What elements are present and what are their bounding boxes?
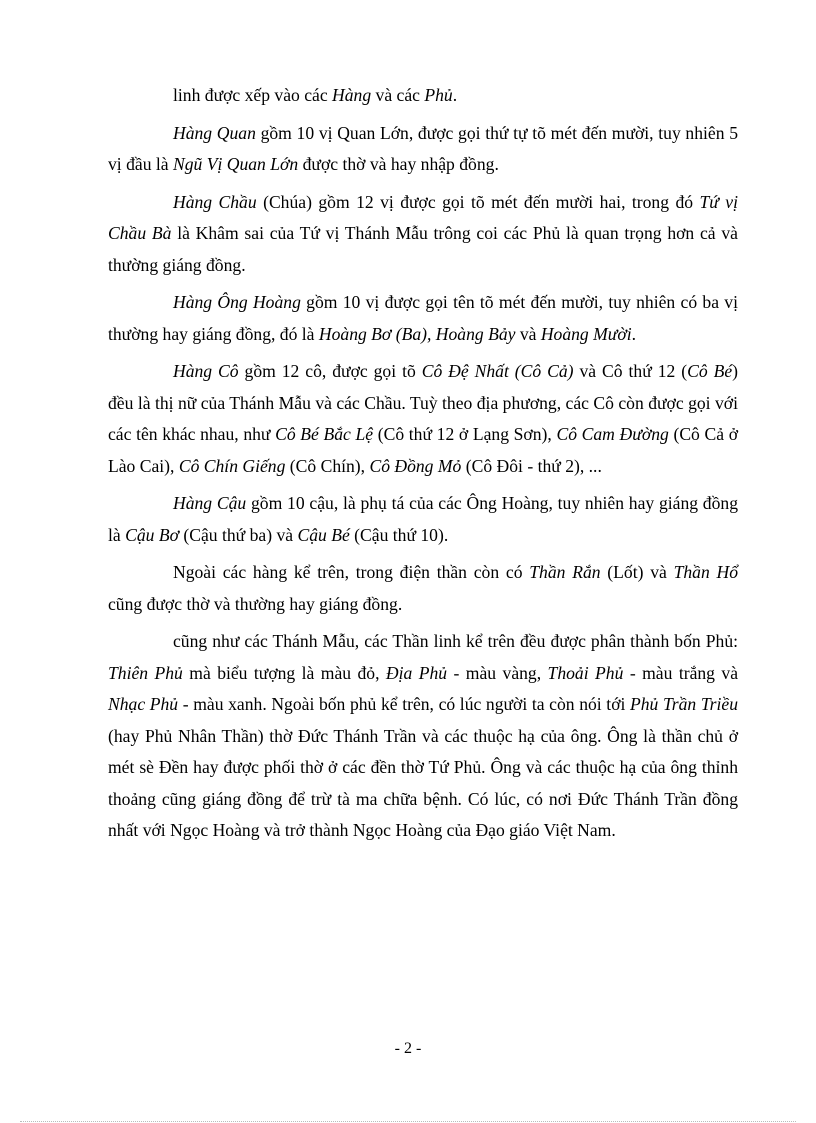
italic-term: Hàng Chầu (173, 191, 257, 212)
text-run: được thờ và hay nhập đồng. (298, 154, 499, 174)
text-run: linh được xếp vào các (173, 85, 333, 105)
italic-term: Cậu Bơ (125, 524, 179, 545)
text-run: gồm 12 cô, được gọi tõ (238, 361, 422, 381)
paragraph (108, 287, 738, 350)
italic-term: Cậu Bé (297, 524, 350, 545)
paragraph (108, 557, 738, 620)
italic-term: Thần Rắn (529, 562, 601, 582)
text-run: (Cô Đôi - thứ 2), ... (461, 455, 602, 476)
paragraph (108, 118, 738, 181)
italic-term: Hàng Quan (173, 122, 256, 143)
text-run: (Cậu thứ 10). (349, 524, 449, 545)
italic-term: Hàng (332, 85, 372, 105)
italic-term: Địa Phủ (385, 662, 448, 683)
text-run: cũng được thờ và thường hay giáng đồng. (108, 593, 403, 614)
italic-term: Thoải Phủ (547, 662, 624, 683)
italic-term: Hàng Cô (173, 361, 239, 381)
text-run: . (452, 85, 458, 105)
paragraph (108, 356, 738, 482)
text-run: (Cô Chín), (285, 455, 370, 476)
text-run: Ngoài các hàng kể trên, trong điện thần còn có (173, 562, 530, 582)
italic-term: Cô Cam Đường (556, 424, 669, 444)
text-run: (Cậu thứ ba) và (178, 524, 298, 545)
text-run: và các (371, 85, 425, 105)
paragraph (108, 626, 738, 847)
text-run: - màu vàng, (447, 662, 548, 683)
text-run: (Chúa) gồm 12 vị được gọi tõ mét đến mười hai, trong đó (256, 191, 700, 212)
text-run: mà biểu tượng là màu đỏ, (182, 662, 386, 683)
text-run: . (631, 323, 637, 344)
italic-term: Cô Chín Giếng (178, 455, 286, 476)
italic-term: Nhạc Phủ (108, 694, 179, 714)
paragraph (108, 187, 738, 282)
text-run: và Cô thứ 12 ( (573, 361, 688, 381)
italic-term: Cô Đồng Mỏ (369, 455, 462, 476)
paragraph (108, 80, 738, 112)
italic-term: Hoàng Bơ (Ba), Hoàng Bảy (318, 323, 516, 344)
italic-term: Cô Đệ Nhất (Cô Cả) (421, 361, 574, 381)
text-run: ) đều là thị nữ của Thánh Mẫu và các Chầu. Tuỳ theo địa phương, các Cô còn được gọi với các tên khác nhau, như (108, 361, 738, 444)
paragraph (108, 488, 738, 551)
italic-term: Thiên Phủ (108, 662, 183, 683)
italic-term: Ngũ Vị Quan Lớn (172, 154, 299, 174)
document-body (108, 80, 738, 853)
text-run: - màu xanh. Ngoài bốn phủ kể trên, có lúc người ta còn nói tới (178, 694, 631, 714)
text-run: (Lốt) và (600, 562, 674, 582)
italic-term: Phủ (424, 85, 453, 105)
italic-term: Hoàng Mười (540, 323, 632, 344)
text-run: - màu trắng và (623, 662, 738, 683)
text-run: (Cô Cả ở Lào Cai), (108, 424, 738, 476)
text-run: (Cô thứ 12 ở Lạng Sơn), (373, 424, 557, 444)
text-run: gồm 10 vị Quan Lớn, được gọi thứ tự tõ mét đến mười, tuy nhiên 5 vị đầu là (108, 122, 738, 174)
page-bottom-rule (20, 1121, 796, 1122)
italic-term: Thần Hổ (673, 562, 739, 582)
italic-term: Hàng Cậu (173, 493, 247, 513)
text-run: gồm 10 cậu, là phụ tá của các Ông Hoàng, tuy nhiên hay giáng đồng là (108, 493, 738, 545)
italic-term: Phủ Trần Triều (630, 694, 739, 714)
text-run: và (515, 323, 541, 344)
italic-term: Hàng Ông Hoàng (173, 292, 301, 312)
italic-term: Tứ vị Chầu Bà (108, 191, 738, 243)
italic-term: Cô Bé Bắc Lệ (275, 424, 374, 444)
italic-term: Cô Bé (687, 361, 733, 381)
text-run: (hay Phủ Nhân Thần) thờ Đức Thánh Trần và các thuộc hạ của ông. Ông là thần chủ ở mét sè Đền hay được phối thờ ở các đền thờ Tứ Phủ. Ông và các thuộc hạ của ông thỉnh thoảng cũng giáng đồng để trừ tà ma chữa bệnh. Có lúc, có nơi Đức Thánh Trần đồng nhất với Ngọc Hoàng và trở thành Ngọc Hoàng của Đạo giáo Việt Nam. (108, 725, 738, 840)
text-run: gồm 10 vị được gọi tên tõ mét đến mười, tuy nhiên có ba vị thường hay giáng đồng, đó là (108, 292, 738, 344)
text-run: cũng như các Thánh Mẫu, các Thần linh kể trên đều được phân thành bốn Phủ: (173, 631, 738, 651)
page-number: - 2 - (394, 1040, 422, 1057)
text-run: là Khâm sai của Tứ vị Thánh Mẫu trông coi các Phủ là quan trọng hơn cả và thường giáng đồng. (108, 223, 738, 275)
